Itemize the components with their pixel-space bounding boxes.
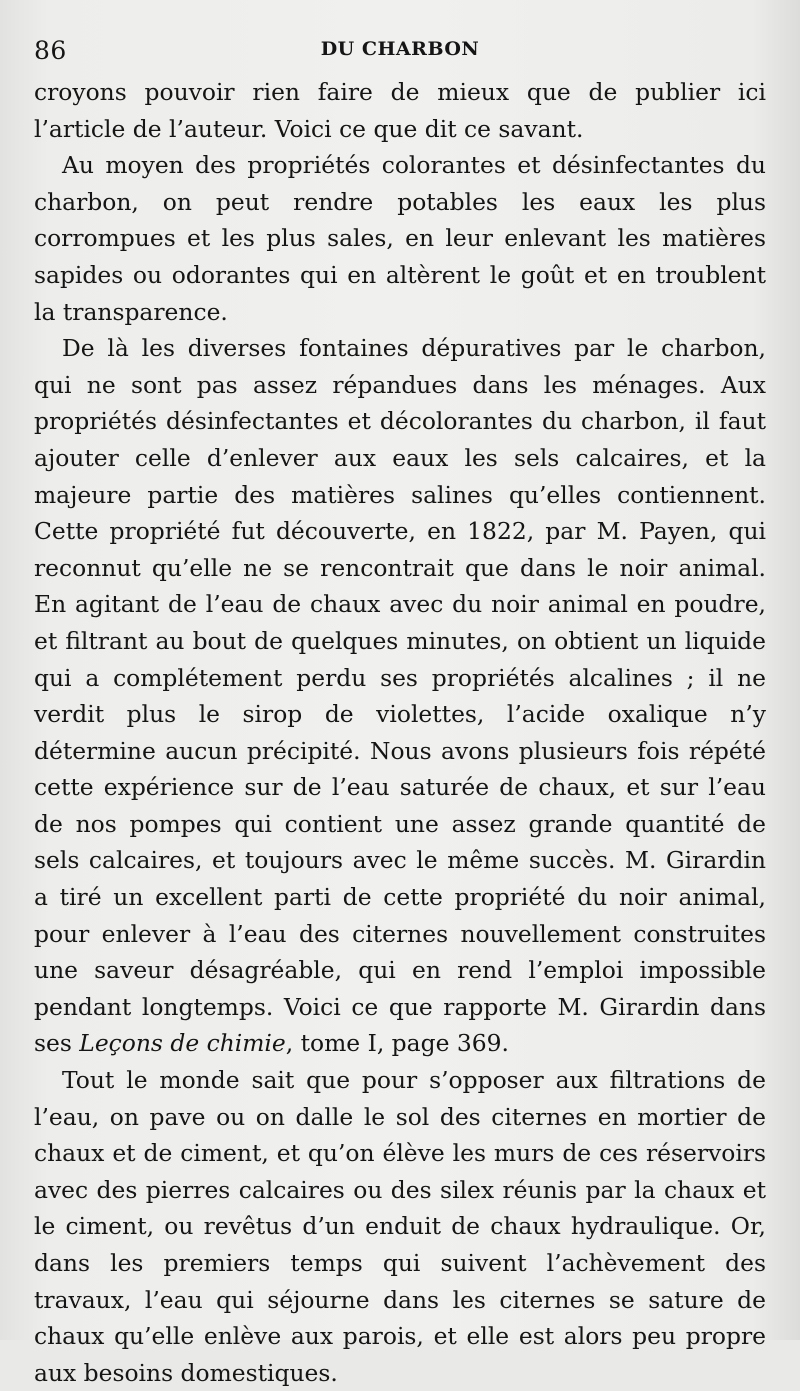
paragraph-text: De là les diverses fontaines dépuratives par le charbon, qui ne sont pas assez répandues dans les ménages. Aux propriétés désinfectantes et décolorantes du charbon, il faut ajouter celle d’enlever aux eaux les sels calcaires, et la majeure partie des matières salines qu’elles contiennent. Cette propriété fut découverte, en 1822, par M. Payen, qui reconnut qu’elle ne se rencontrait que dans le noir animal. En agitant de l’eau de chaux avec du noir animal en poudre, et filtrant au bout de quelques minutes, on obtient un liquide qui a complétement perdu ses propriétés alcalines ; il ne verdit plus le sirop de violettes, l’acide oxalique n’y détermine aucun précipité. Nous avons plusieurs fois répété cette expérience sur de l’eau saturée de chaux, et sur l’eau de nos pompes qui contient une assez grande quantité de sels calcaires, et toujours avec le même succès. M. Girardin a tiré un excellent parti de cette propriété du noir animal, pour enlever à l’eau des citernes nouvellement construites une saveur désagréable, qui en rend l’emploi impossible pendant longtemps. Voici ce que rapporte M. Girardin dans ses	[34, 334, 766, 1058]
paragraph-text: croyons pouvoir rien faire de mieux que de publier ici l’article de l’auteur. Voici ce que dit ce savant.	[34, 78, 766, 143]
paragraph-text: Tout le monde sait que pour s’opposer aux filtrations de l’eau, on pave ou on dalle le sol des citernes en mortier de chaux et de ciment, et qu’on élève les murs de ces réservoirs avec des pierres calcaires ou des silex réunis par la chaux et le ciment, ou revêtus d’un enduit de chaux hydraulique. Or, dans les premiers temps qui suivent l’achèvement des travaux, l’eau qui séjourne dans les citernes se sature de chaux qu’elle enlève aux parois, et elle est alors peu propre aux besoins domestiques.	[34, 1066, 766, 1387]
page-number: 86	[34, 36, 67, 65]
paragraph	[34, 1062, 766, 1391]
page-body	[34, 74, 766, 1391]
paragraph	[34, 147, 766, 330]
running-title: DU CHARBON	[320, 38, 480, 60]
book-title-italic: Leçons de chimie	[79, 1029, 286, 1058]
paragraph-continuation	[34, 74, 766, 147]
paragraph	[34, 330, 766, 1062]
paragraph-text: Au moyen des propriétés colorantes et désinfectantes du charbon, on peut rendre potables les eaux les plus corrompues et les plus sales, en leur enlevant les matières sapides ou odorantes qui en altèrent le goût et en troublent la transparence.	[34, 151, 766, 326]
paragraph-text-tail: , tome I, page 369.	[285, 1029, 509, 1058]
page-header	[34, 36, 766, 72]
